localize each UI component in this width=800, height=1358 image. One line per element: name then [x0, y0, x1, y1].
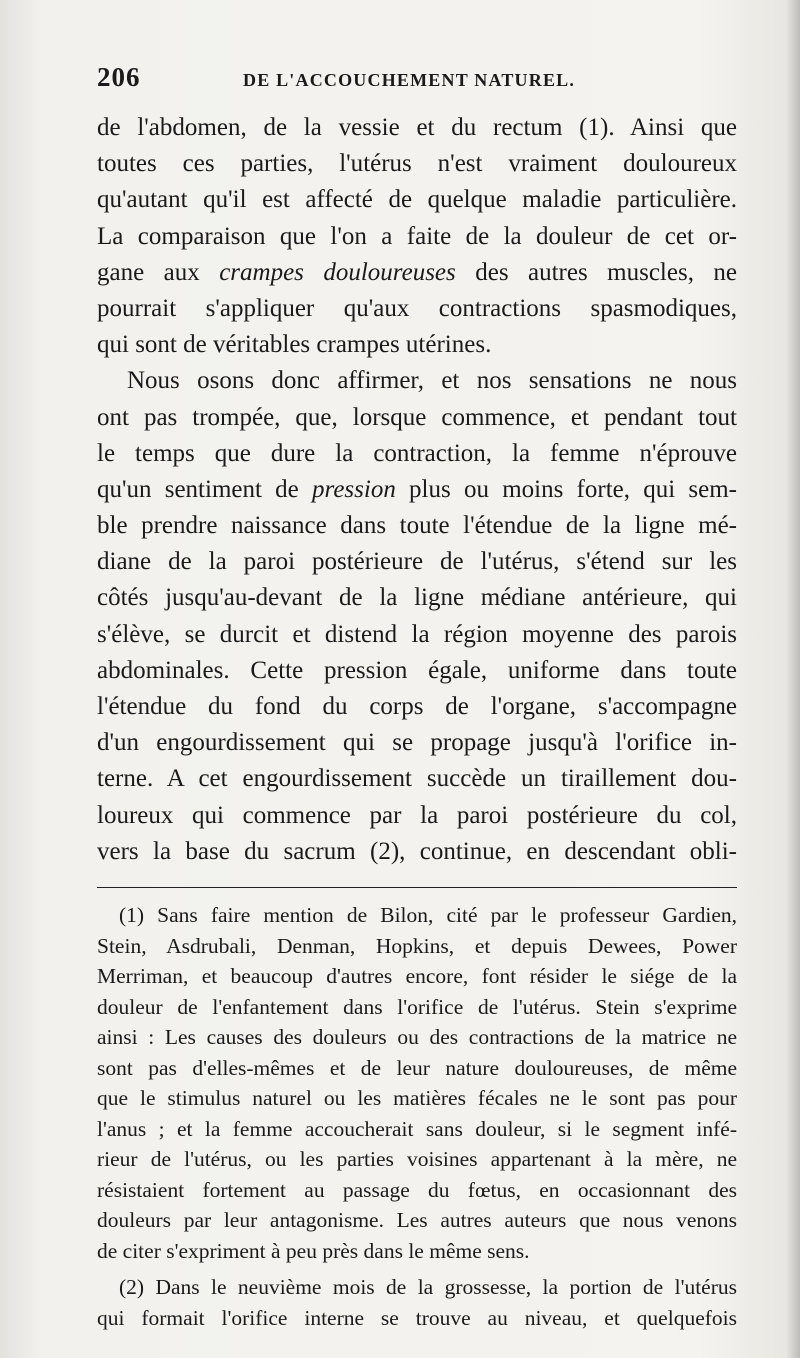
italic-phrase: pression	[312, 475, 396, 503]
text-line: l'étendue du fond du corps de l'organe, s'accompagne	[97, 693, 737, 720]
text-line: s'élève, se durcit et distend la région moyenne des parois	[97, 620, 737, 648]
footnote-2	[97, 1272, 737, 1333]
text-line: d'un engourdissement qui se propage jusqu'à l'orifice in-	[97, 729, 737, 757]
main-text	[97, 110, 737, 870]
text-line: côtés jusqu'au-devant de la ligne médiane antérieure, qui	[97, 584, 737, 612]
text-line: qui sont de véritables crampes utérines.	[97, 331, 492, 359]
paragraph-2	[97, 363, 737, 870]
text-line: La comparaison que l'on a faite de la douleur de cet or-	[97, 222, 737, 250]
text-line: qu'autant qu'il est affecté de quelque maladie particulière.	[97, 186, 737, 214]
text-segment: qu'un sentiment de	[97, 475, 313, 503]
footnote-line: douleur de l'enfantement dans l'orifice de l'utérus. Stein s'exprime	[97, 994, 737, 1019]
text-line: pourrait s'appliquer qu'aux contractions spasmodiques,	[97, 294, 737, 322]
text-line: terne. A cet engourdissement succède un tiraillement dou-	[97, 765, 737, 793]
text-line	[97, 472, 737, 508]
footnotes	[97, 900, 737, 1333]
text-line: toutes ces parties, l'utérus n'est vraiment douloureux	[97, 150, 737, 178]
text-line: ble prendre naissance dans toute l'étendue de la ligne mé-	[97, 512, 737, 540]
text-line: ont pas trompée, que, lorsque commence, et pendant tout	[97, 403, 737, 431]
footnote-1	[97, 900, 737, 1266]
page-edge-shadow	[786, 0, 800, 1358]
footnote-line: Merriman, et beaucoup d'autres encore, font résider le siége de la	[97, 964, 737, 988]
page-header	[97, 62, 737, 102]
text-line: abdominales. Cette pression égale, uniforme dans toute	[97, 656, 737, 684]
footnote-line: qui formait l'orifice interne se trouve au niveau, et quelquefois	[97, 1305, 737, 1330]
text-line: diane de la paroi postérieure de l'utérus, s'étend sur les	[97, 548, 737, 576]
footnote-line: (1) Sans faire mention de Bilon, cité par le professeur Gardien,	[119, 903, 737, 927]
text-segment: plus ou moins forte, qui sem-	[395, 475, 738, 503]
footnote-line: sont pas d'elles-mêmes et de leur nature douloureuses, de même	[97, 1055, 737, 1080]
text-line: Nous osons donc affirmer, et nos sensations ne nous	[127, 367, 737, 395]
footnote-separator	[97, 887, 737, 888]
footnote-line: rieur de l'utérus, ou les parties voisines appartenant à la mère, ne	[97, 1147, 737, 1171]
text-segment: gane aux	[97, 258, 220, 286]
footnote-line: de citer s'expriment à peu près dans le même sens.	[97, 1238, 530, 1263]
text-line: loureux qui commence par la paroi postérieure du col,	[97, 801, 737, 829]
footnote-line: Stein, Asdrubali, Denman, Hopkins, et depuis Dewees, Power	[97, 933, 737, 958]
text-line: le temps que dure la contraction, la femme n'éprouve	[97, 439, 737, 467]
text-line: vers la base du sacrum (2), continue, en descendant obli-	[97, 837, 737, 865]
paragraph-1	[97, 110, 737, 363]
footnote-line: (2) Dans le neuvième mois de la grossesse, la portion de l'utérus	[119, 1275, 737, 1299]
text-segment: des autres muscles, ne	[455, 258, 737, 286]
page-number: 206	[97, 62, 141, 92]
italic-phrase: crampes douloureuses	[219, 258, 456, 286]
text-line: de l'abdomen, de la vessie et du rectum (1). Ainsi que	[97, 114, 737, 141]
footnote-line: l'anus ; et la femme accoucherait sans douleur, si le segment infé-	[97, 1116, 737, 1141]
text-line	[97, 255, 737, 291]
footnote-line: que le stimulus naturel ou les matières fécales ne le sont pas pour	[97, 1086, 737, 1110]
footnote-line: résistaient fortement au passage du fœtus, en occasionnant des	[97, 1177, 737, 1202]
running-title: DE L'ACCOUCHEMENT NATUREL.	[243, 70, 576, 90]
footnote-line: douleurs par leur antagonisme. Les autres auteurs que nous venons	[97, 1208, 737, 1232]
footnote-line: ainsi : Les causes des douleurs ou des contractions de la matrice ne	[97, 1025, 737, 1049]
